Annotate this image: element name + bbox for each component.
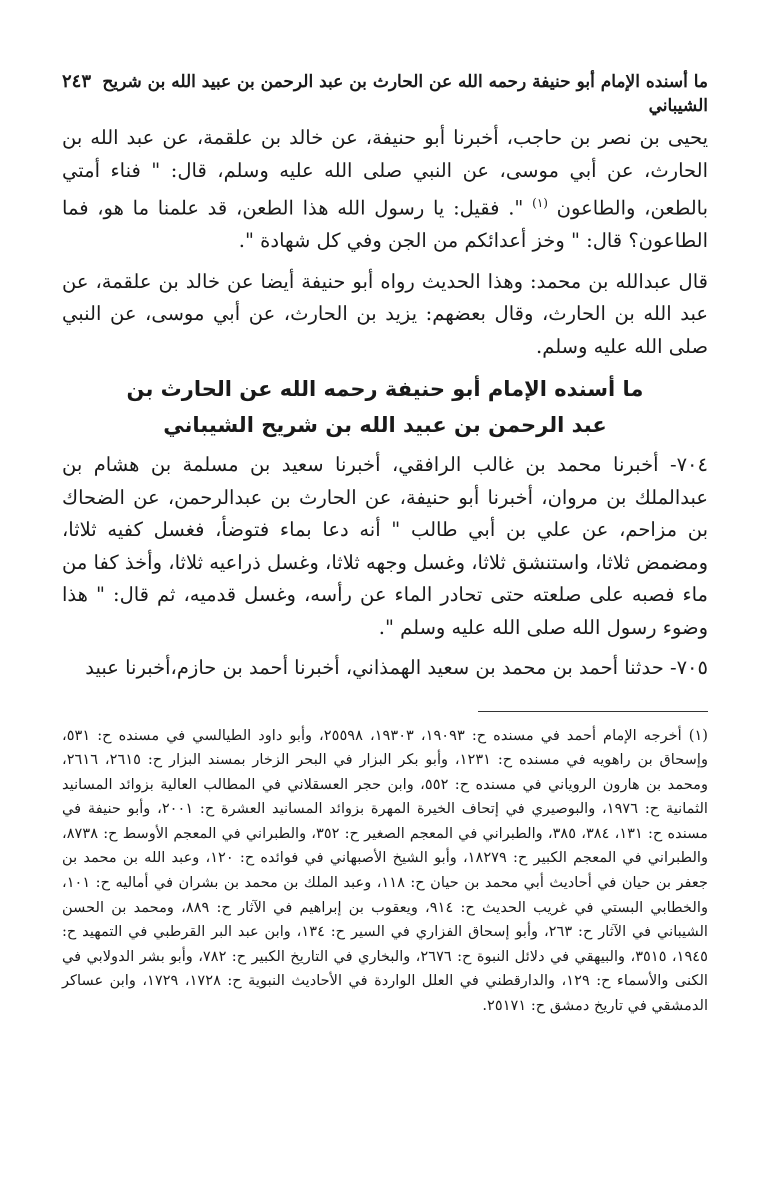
- paragraph-text: يحيى بن نصر بن حاجب، أخبرنا أبو حنيفة، عن خالد بن علقمة، عن عبد الله بن الحارث، عن أبي موسى، عن النبي صلى الله عليه وسلم، قال: " فناء أمتي بالطعن، والطاعون: [62, 126, 709, 220]
- hadith-text: أخبرنا محمد بن غالب الرافقي، أخبرنا سعيد بن مسلمة بن هشام بن عبدالملك بن مروان، أخبرنا أبو حنيفة، عن الحارث بن عبدالرحمن، عن الضحاك بن مزاحم، عن علي بن أبي طالب " أنه دعا بماء فتوضأ، فغسل كفيه ثلاثا، ومضمض ثلاثا، واستنشق ثلاثا، وغسل وجهه ثلاثا، وغسل ذراعيه ثلاثا، وأخذ كفا من ماء فصبه على صلعته حتى تحادر الماء عن رأسه، وغسل قدميه، ثم قال: " هذا وضوء رسول الله صلى الله عليه وسلم ".: [62, 453, 708, 639]
- footnote-text: أخرجه الإمام أحمد في مسنده ح: ١٩٠٩٣، ١٩٣٠٣، ٢٥٥٩٨، وأبو داود الطيالسي في مسنده ح: ٥٣١، وإسحاق بن راهويه في مسنده ح: ١٢٣١، وأبو بكر البزار في البحر الزخار بمسند البزار ح: ٢٦١٥، ٢٦١٦، ومحمد بن هارون الروياني في مسنده ح: ٥٥٢، وابن حجر العسقلاني في المطالب العالية بزوائد المسانيد الثمانية ح: ١٩٧٦، والبوصيري في إتحاف الخيرة المهرة بزوائد المسانيد العشرة ح: ٢٠٠١، وأبو حنيفة في مسنده ح: ١٣١، ٣٨٤، ٣٨٥، والطبراني في المعجم الصغير ح: ٣٥٢، والطبراني في المعجم الأوسط ح: ٨٧٣٨، والطبراني في المعجم الكبير ح: ١٨٢٧٩، وأبو الشيخ الأصبهاني في فوائده ح: ١٢٠، وعبد الله بن محمد بن جعفر بن حيان في أحاديث أبي محمد بن حيان ح: ١١٨، وعبد الملك بن محمد بن بشران في أماليه ح: ١٠١، والخطابي البستي في غريب الحديث ح: ٩١٤، ويعقوب بن إبراهيم في الآثار ح: ٨٨٩، ومحمد بن الحسن الشيباني في الآثار ح: ٢٦٣، وأبو إسحاق الفزاري في السير ح: ١٣٤، وابن عبد البر القرطبي في التمهيد ح: ١٩٤٥، ٣٥١٥، والبيهقي في دلائل النبوة ح: ٢٦٧٦، والبخاري في التاريخ الكبير ح: ٧٨٢، وأبو بشر الدولابي في الكنى والأسماء ح: ١٢٩، والدارقطني في العلل الواردة في الأحاديث النبوية ح: ١٧٢٨، ١٧٢٩، وابن عساكر الدمشقي في تاريخ دمشق ح: ٢٥١٧١.: [62, 726, 709, 1015]
- hadith-number: ٧٠٥-: [669, 656, 708, 679]
- paragraph-text-tail: ". فقيل: يا رسول الله هذا الطعن، قد علمنا ما هو، فما الطاعون؟ قال: " وخز أعدائكم من الجن وفي كل شهادة ".: [62, 196, 708, 252]
- hadith-text: حدثنا أحمد بن محمد بن سعيد الهمذاني، أخبرنا أحمد بن حازم،أخبرنا عبيد: [85, 656, 670, 679]
- hadith-704: [62, 449, 708, 644]
- footnote-1: [62, 724, 708, 1019]
- section-title-line-2: عبد الرحمن بن عبيد الله بن شريح الشيباني: [163, 413, 607, 437]
- footnote-marker: (١): [688, 726, 708, 744]
- hadith-705: [62, 652, 708, 685]
- footnote-reference: (١): [532, 196, 548, 210]
- paragraph-text: قال عبدالله بن محمد: وهذا الحديث رواه أبو حنيفة أيضا عن خالد بن علقمة، عن عبد الله بن الحارث، وقال بعضهم: يزيد بن الحارث، عن أبي موسى، عن النبي صلى الله عليه وسلم.: [62, 269, 708, 358]
- hadith-number: ٧٠٤-: [669, 453, 708, 476]
- page-header: [62, 70, 708, 118]
- section-title-line-1: ما أسنده الإمام أبو حنيفة رحمه الله عن الحارث بن: [126, 377, 644, 401]
- section-title: [62, 371, 708, 443]
- paragraph-hadith-continuation: [62, 122, 708, 258]
- document-page: [62, 70, 708, 1162]
- page-number: ٢٤٣: [62, 71, 92, 92]
- paragraph-commentary: [62, 266, 708, 364]
- footnote-divider: [478, 711, 708, 712]
- running-title: ما أسنده الإمام أبو حنيفة رحمه الله عن الحارث بن عبد الرحمن بن عبيد الله بن شريح الشيباني: [102, 72, 708, 116]
